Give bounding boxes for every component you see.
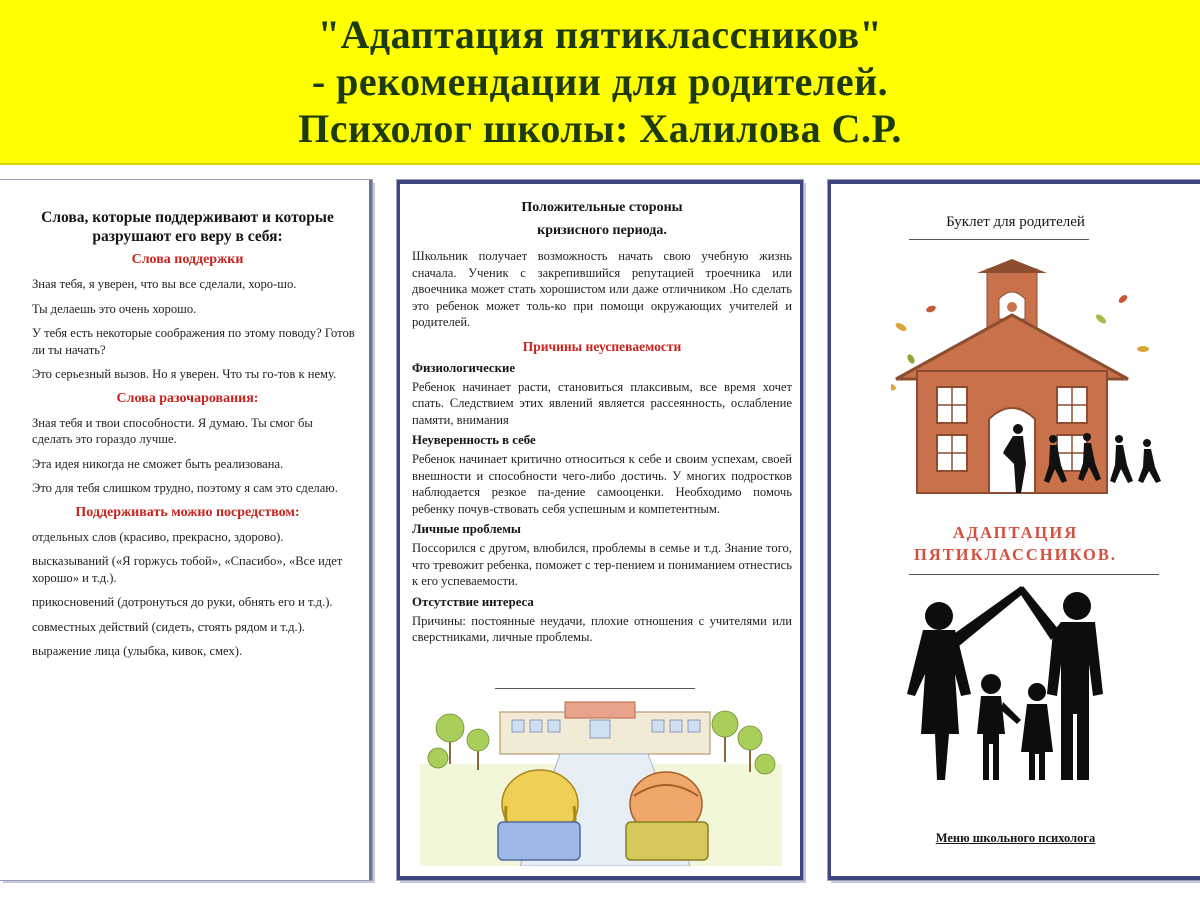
reason-title: Отсутствие интереса [412, 594, 534, 609]
middle-title-line-1: Положительные стороны [521, 200, 683, 215]
means-item: совместных действий (сидеть, стоять рядом и т.д.). [32, 619, 306, 634]
means-heading: Поддерживать можно посредством: [75, 504, 300, 520]
booklet-panel-right [828, 180, 1200, 880]
reason-title: Личные проблемы [412, 522, 521, 536]
disappointment-item: Зная тебя и твои способности. Я думаю. Ты смог бы сделать это гораздо лучше. [32, 415, 313, 446]
reason-title: Неуверенность в себе [412, 433, 536, 447]
support-item: У тебя есть некоторые соображения по этому поводу? Готов ли ты начать? [32, 326, 355, 357]
title-banner [0, 0, 1200, 165]
means-item: выражение лица (улыбка, кивок, смех). [32, 644, 243, 658]
means-item: высказываний («Я горжусь тобой», «Спасибо», «Все идет хорошо» и т.д.). [32, 554, 343, 585]
school-house-illustration [891, 259, 1171, 499]
booklet-panel-left [0, 180, 372, 880]
banner-title-line-2: - рекомендации для родителей. [311, 59, 889, 104]
support-item: Зная тебя, я уверен, что вы все сделали, хоро-шо. [32, 277, 297, 291]
disappointment-heading: Слова разочарования: [116, 390, 259, 406]
booklet-label: Буклет для родителей [946, 214, 1085, 230]
middle-panel-title [412, 196, 792, 242]
left-panel-title: Слова, которые поддерживают и которые разрушают его веру в себя: [41, 209, 334, 245]
disappointment-item: Эта идея никогда не сможет быть реализована. [32, 456, 284, 471]
banner-title-line-3: Психолог школы: Халилова С.Р. [298, 106, 902, 151]
school-kids-illustration [420, 694, 782, 866]
reasons-heading: Причины неуспеваемости [522, 338, 682, 354]
psychologist-menu-link[interactable]: Меню школьного психолога [935, 831, 1096, 845]
means-item: прикосновений (дотронуться до руки, обнять его и т.д.). [32, 595, 333, 609]
middle-title-line-2: кризисного периода. [537, 223, 667, 238]
family-silhouette-illustration [901, 584, 1141, 784]
reason-text: Причины: постоянные неудачи, плохие отношения с учителями или сверстниками, личные проблемы. [412, 613, 792, 644]
support-item: Это серьезный вызов. Но я уверен. Что ты го-тов к нему. [32, 367, 337, 381]
adaptation-underline [909, 574, 1159, 575]
booklet-label-underline [909, 239, 1089, 240]
means-item: отдельных слов (красиво, прекрасно, здорово). [32, 529, 284, 544]
intro-paragraph: Школьник получает возможность начать свою учебную жизнь сначала. Ученик с закрепившийся репутацией троечника или двоечника может стать хорошистом или даже отличником .Но сделать это ребенок может толь-ко при помощи окружающих учителей и родителей. [412, 249, 792, 329]
disappointment-item: Это для тебя слишком трудно, поэтому я сам это сделаю. [32, 481, 338, 495]
reason-text: Поссорился с другом, влюбился, проблемы в семье и т.д. Знание того, что тревожит ребенка, поможет с тер-пением и пониманием отнестись к его успеваемости. [412, 541, 792, 588]
banner-title-line-1: "Адаптация пятиклассников" [317, 12, 883, 57]
reason-text: Ребенок начинает расти, становиться плаксивым, все время хочет спать. Следствием этих явлений является рассеянность, ослабление памяти, внимания [412, 379, 792, 427]
support-heading: Слова поддержки [131, 252, 244, 267]
middle-divider [495, 688, 695, 689]
support-item: Ты делаешь это очень хорошо. [32, 301, 197, 316]
adaptation-title-line-2: ПЯТИКЛАССНИКОВ. [914, 545, 1117, 564]
reason-title: Физиологические [412, 360, 516, 375]
adaptation-title-line-1: АДАПТАЦИЯ [952, 523, 1079, 542]
booklet-panel-middle [397, 180, 803, 880]
reason-text: Ребенок начинает критично относиться к себе и своим успехам, своей внешности и способности чего-либо достичь. У многих подростков наблюдается резкое па-дение самооценки. Необходимо помочь ребенку почув-ствовать себя успешным и компетентным. [412, 452, 792, 516]
